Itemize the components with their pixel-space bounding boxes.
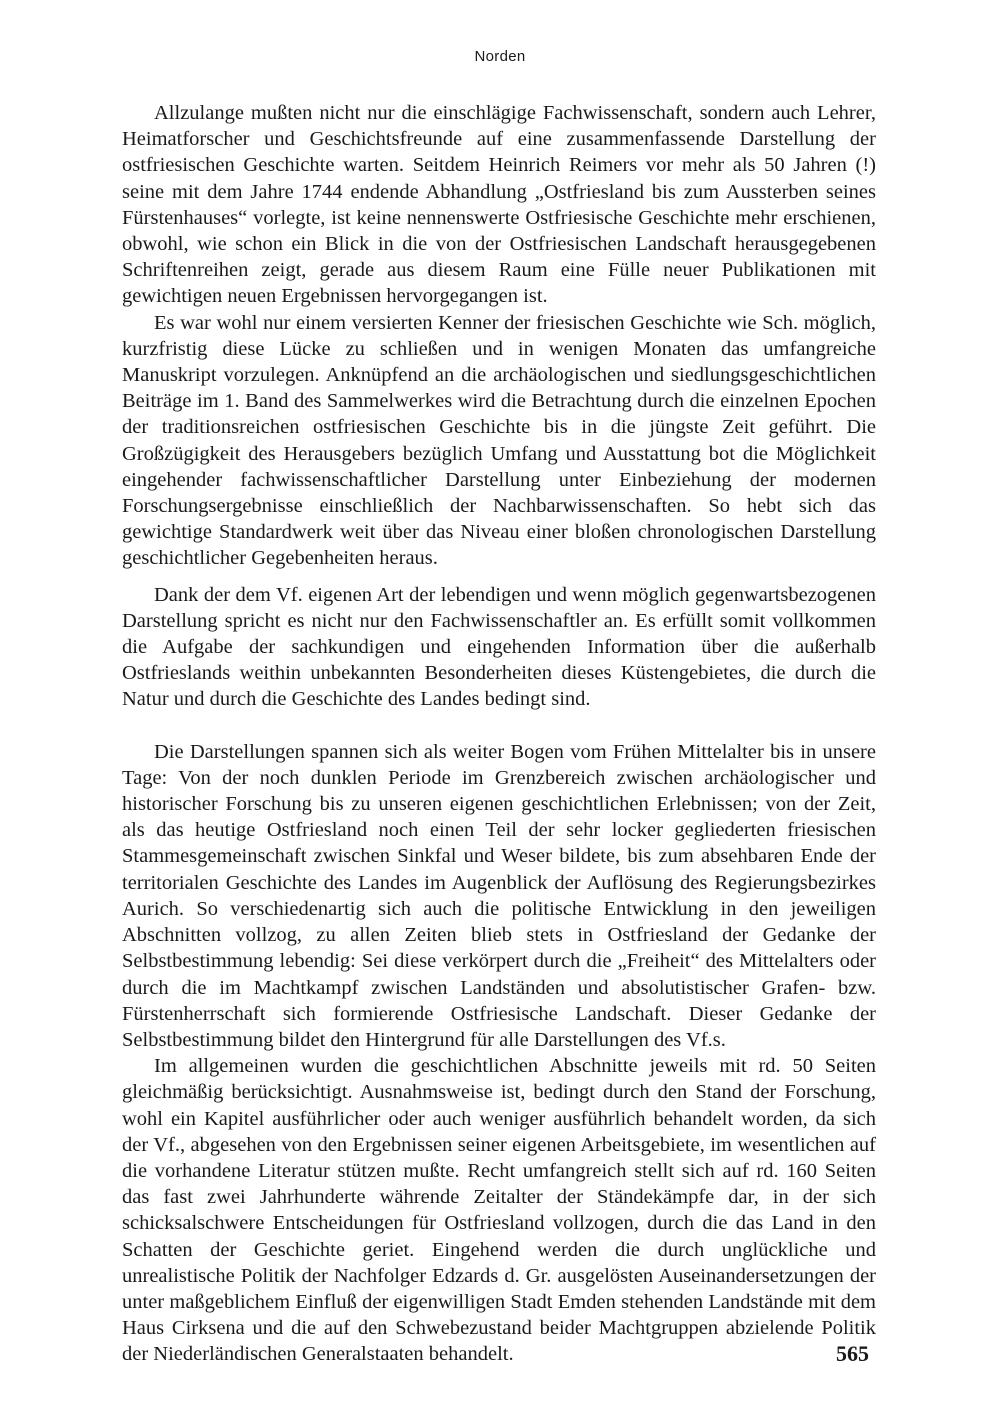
paragraph: Die Darstellungen spannen sich als weiter Bogen vom Frühen Mittelalter bis in unsere Tage: Von der noch dunklen Periode im Grenzbereich zwischen archäologischer und historischer Forschung bis zu unseren eigenen geschichtlichen Erlebnissen; von der Zeit, als das heutige Ostfriesland noch einen Teil der sehr locker gegliederten friesischen Stammesgemeinschaft zwischen Sinkfal und Weser bildete, bis zum absehbaren Ende der territorialen Geschichte des Landes im Augenblick der Auflösung des Regierungsbezirkes Aurich. So verschiedenartig sich auch die politische Entwicklung in den jeweiligen Abschnitten vollzog, zu allen Zeiten blieb stets in Ostfriesland der Gedanke der Selbstbestimmung lebendig: Sei diese verkörpert durch die „Freiheit“ des Mittelalters oder durch die im Machtkampf zwischen Landständen und absolutistischer Grafen- bzw. Fürstenherrschaft sich formierende Ostfriesische Landschaft. Dieser Gedanke der Selbstbestimmung bildet den Hintergrund für alle Darstellungen des Vf.s.	[122, 740, 876, 1051]
paragraph: Es war wohl nur einem versierten Kenner der friesischen Geschichte wie Sch. möglich, kurzfristig diese Lücke zu schließen und in wenigen Monaten das umfangreiche Manuskript vorzulegen. Anknüpfend an die archäologischen und siedlungsgeschichtlichen Beiträge im 1. Band des Sammelwerkes wird die Betrachtung durch die einzelnen Epochen der traditionsreichen ostfriesischen Geschichte bis in die jüngste Zeit geführt. Die Großzügigkeit des Herausgebers bezüglich Umfang und Ausstattung bot die Möglichkeit eingehender fachwissenschaftlicher Darstellung unter Einbeziehung der modernen Forschungsergebnisse einschließlich der Nachbarwissenschaften. So hebt sich das gewichtige Standardwerk weit über das Niveau einer bloßen chronologischen Darstellung geschichtlicher Gegebenheiten heraus.	[122, 311, 876, 570]
paragraph: Allzulange mußten nicht nur die einschlägige Fachwissenschaft, sondern auch Lehrer, Heimatforscher und Geschichtsfreunde auf eine zusammenfassende Darstellung der ostfriesischen Geschichte warten. Seitdem Heinrich Reimers vor mehr als 50 Jahren (!) seine mit dem Jahre 1744 endende Abhandlung „Ostfriesland bis zum Aussterben seines Fürstenhauses“ vorlegte, ist keine nennenswerte Ostfriesische Geschichte mehr erschienen, obwohl, wie schon ein Blick in die von der Ostfriesischen Landschaft herausgegebenen Schriftenreihen zeigt, gerade aus diesem Raum eine Fülle neuer Publikationen mit gewichtigen neuen Ergebnissen hervorgegangen ist.	[122, 102, 876, 308]
body-text	[122, 100, 876, 1368]
paragraph: Dank der dem Vf. eigenen Art der lebendigen und wenn möglich gegenwartsbezogenen Darstellung spricht es nicht nur den Fachwissenschaftler an. Es erfüllt somit vollkommen die Aufgabe der sachkundigen und eingehenden Information über die außerhalb Ostfrieslands weithin unbekannten Besonderheiten dieses Küstengebietes, die durch die Natur und durch die Geschichte des Landes bedingt sind.	[122, 583, 876, 711]
paragraph: Im allgemeinen wurden die geschichtlichen Abschnitte jeweils mit rd. 50 Seiten gleichmäßig berücksichtigt. Ausnahmsweise ist, bedingt durch den Stand der Forschung, wohl ein Kapitel ausführlicher oder auch weniger ausführlich behandelt worden, da sich der Vf., abgesehen von den Ergebnissen seiner eigenen Arbeitsgebiete, im wesentlichen auf die vorhandene Literatur stützen mußte. Recht umfangreich stellt sich auf rd. 160 Seiten das fast zwei Jahrhunderte währende Zeitalter der Ständekämpfe dar, in der sich schicksalschwere Entscheidungen für Ostfriesland vollzogen, durch die das Land in den Schatten der Geschichte geriet. Eingehend werden die durch unglückliche und unrealistische Politik der Nachfolger Edzards d. Gr. ausgelösten Auseinandersetzungen der unter maßgeblichem Einfluß der eigenwilligen Stadt Emden stehenden Landstände mit dem Haus Cirksena und die auf den Schwebezustand beider Machtgruppen abzielende Politik der Niederländischen Generalstaaten behandelt.	[122, 1055, 876, 1366]
running-head: Norden	[474, 48, 526, 65]
page-number: 565	[836, 1341, 869, 1366]
